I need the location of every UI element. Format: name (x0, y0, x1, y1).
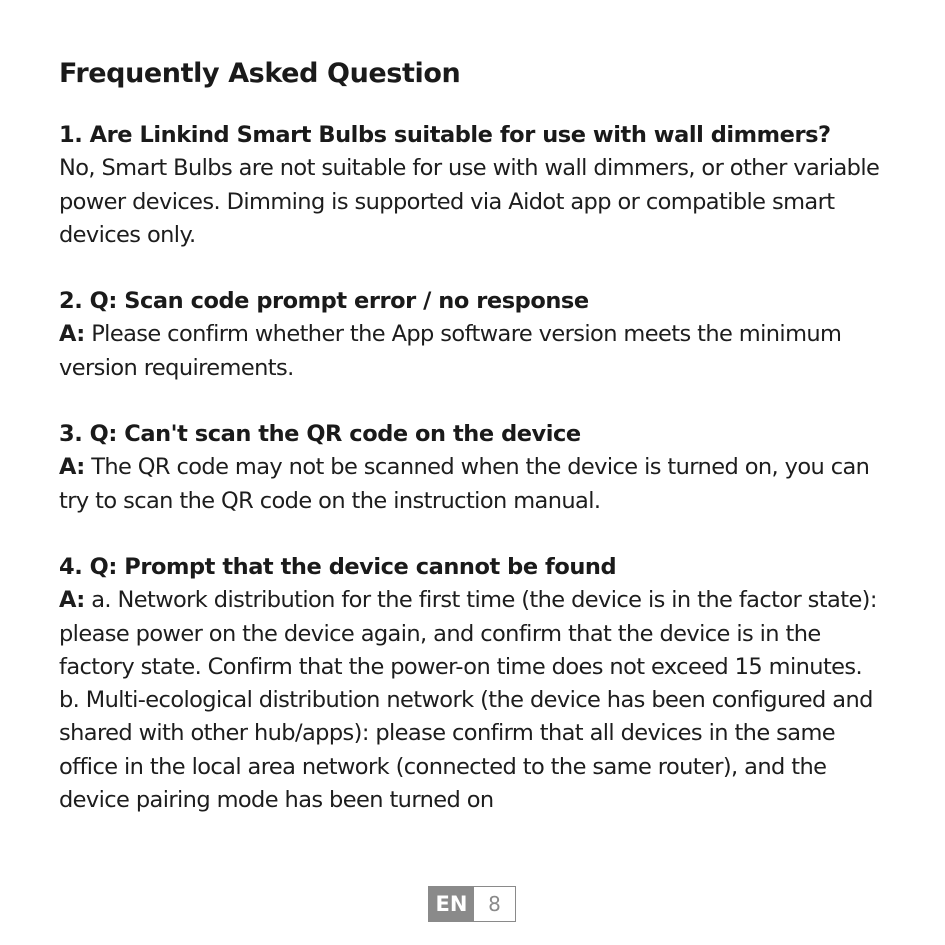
faq-item-3 (59, 418, 899, 518)
faq-item-2 (59, 285, 899, 385)
page-title: Frequently Asked Question (59, 58, 461, 89)
faq-answer (59, 152, 899, 252)
language-badge: EN (429, 887, 474, 921)
answer-label: A: (59, 454, 85, 481)
faq-item-1 (59, 119, 899, 252)
faq-question: 3. Q: Can't scan the QR code on the device (59, 421, 581, 448)
faq-answer-text: a. Network distribution for the first time (the device is in the factor state): please power on the device again, and confirm that the device is in the factory state. Confirm that the power-on time does not exceed 15 minutes. (59, 587, 877, 680)
faq-question: 1. Are Linkind Smart Bulbs suitable for use with wall dimmers? (59, 122, 831, 148)
faq-answer-text: The QR code may not be scanned when the device is turned on, you can try to scan the QR code on the instruction manual. (59, 454, 870, 514)
faq-answer-text: Please confirm whether the App software version meets the minimum version requirements. (59, 321, 842, 381)
faq-page (59, 54, 899, 850)
faq-answer (59, 451, 899, 518)
faq-question: 4. Q: Prompt that the device cannot be found (59, 553, 617, 580)
answer-label: A: (59, 321, 85, 348)
page-number: 8 (488, 892, 501, 916)
answer-label: A: (59, 587, 85, 614)
faq-question: 2. Q: Scan code prompt error / no response (59, 288, 589, 315)
faq-answer (59, 584, 899, 817)
faq-item-4 (59, 551, 899, 817)
page-footer (428, 886, 516, 922)
faq-answer-text: No, Smart Bulbs are not suitable for use with wall dimmers, or other variable power devices. Dimming is supported via Aidot app or compatible smart devices only. (59, 155, 880, 248)
faq-answer (59, 318, 899, 385)
faq-answer-text-b: b. Multi-ecological distribution network (the device has been configured and shared with other hub/apps): please confirm that all devices in the same office in the local area network (connected to the same router), and the device pairing mode has been turned on (59, 687, 873, 814)
